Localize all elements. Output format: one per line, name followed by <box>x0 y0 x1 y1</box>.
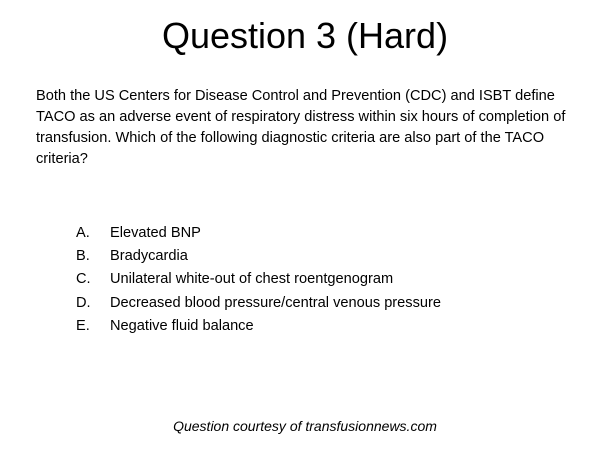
slide-title: Question 3 (Hard) <box>161 15 449 56</box>
option-letter: A. <box>76 225 90 241</box>
option-letter: C. <box>76 271 91 288</box>
option-letter: B. <box>76 248 90 265</box>
answer-option-a <box>76 222 441 245</box>
option-text: Unilateral white-out of chest roentgenogram <box>110 271 394 288</box>
option-text: Bradycardia <box>110 248 188 265</box>
option-letter: E. <box>76 317 90 334</box>
option-letter: D. <box>76 294 91 311</box>
answer-options <box>76 222 441 338</box>
source-credit: Question courtesy of transfusionnews.com <box>173 418 437 434</box>
option-text: Negative fluid balance <box>110 317 254 334</box>
option-text: Decreased blood pressure/central venous pressure <box>110 294 441 311</box>
answer-option-b <box>76 245 441 268</box>
question-text: Both the US Centers for Disease Control and Prevention (CDC) and ISBT define TACO as an adverse event of respiratory distress within six hours of completion of transfusion. Which of the following diagnostic criteria are also part of the TACO criteria? <box>36 88 566 167</box>
option-text: Elevated BNP <box>110 225 201 241</box>
answer-option-e <box>76 315 441 338</box>
answer-option-d <box>76 292 441 315</box>
answer-option-c <box>76 268 441 291</box>
